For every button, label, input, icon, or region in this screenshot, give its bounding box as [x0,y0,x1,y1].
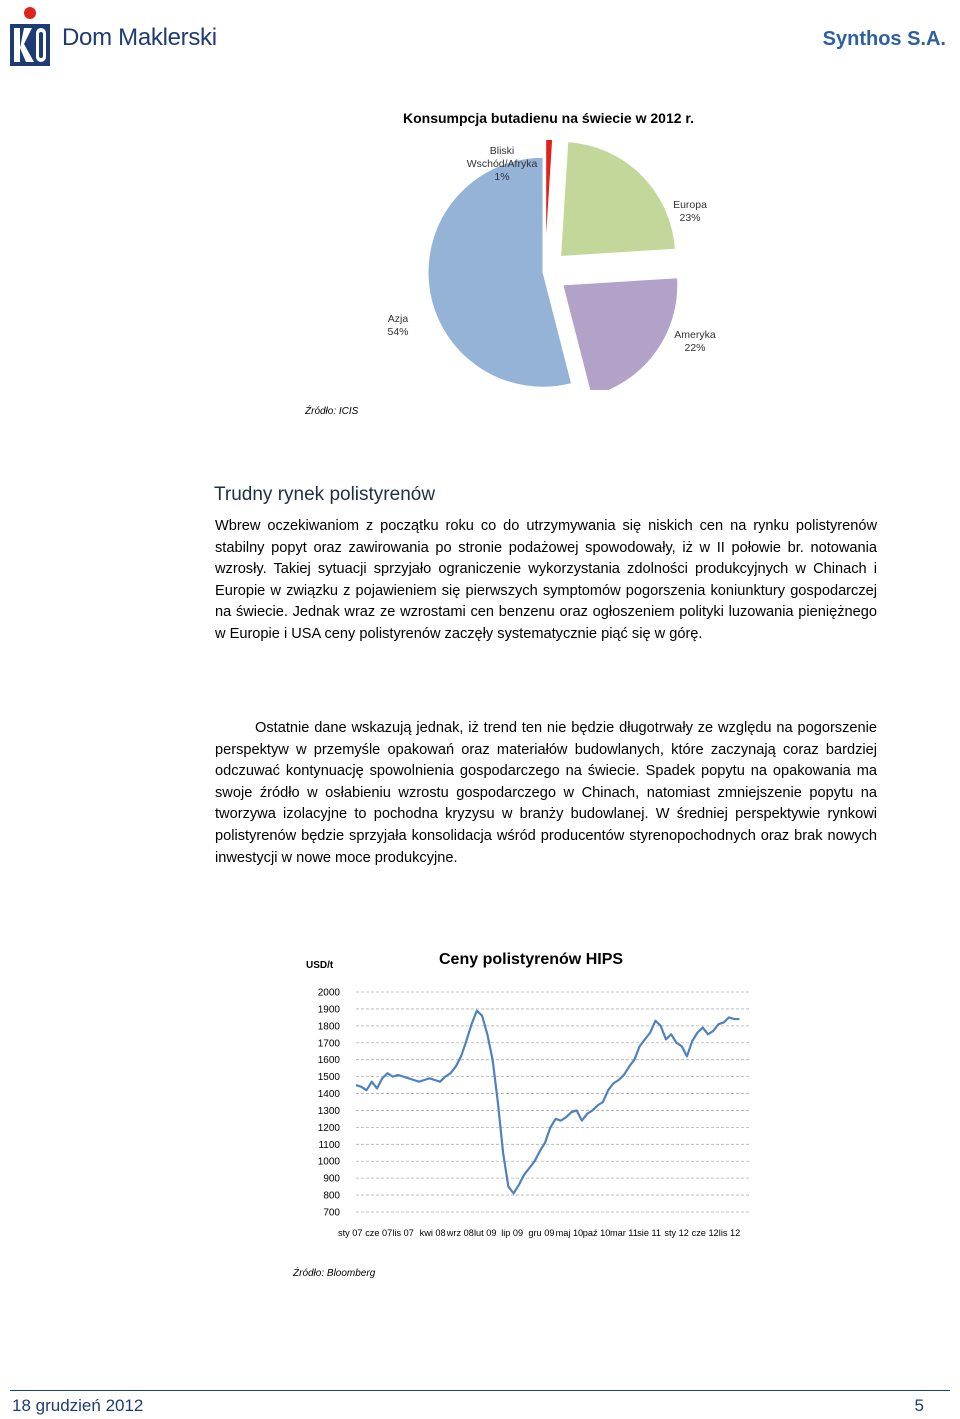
y-tick-label: 1500 [317,1072,340,1084]
y-tick-label: 1900 [317,1004,340,1016]
pie-slice [428,157,572,387]
pie-chart-title: Konsumpcja butadienu na świecie w 2012 r. [403,110,694,126]
paragraph-1: Wbrew oczekiwaniom z początku roku co do utrzymywania się niskich cen na rynku polistyrenów stabilny popyt oraz zawirowania po stronie podażowej spowodowały, iż w II połowie br. notowania wzrosły. Takiej sytuacji sprzyjało ograniczenie wykorzystania zdolności produkcyjnych w Chinach i Europie w związku z pojawieniem się pierwszych symptomów pogorszenia koniunktury gospodarczej na świecie. Jednak wraz ze wzrostami cen benzenu oraz ogłoszeniem polityki luzowania pieniężnego w Europie i USA ceny polistyrenów zaczęły systematycznie piąć się w górę. [215,518,877,642]
pie-slice-label: Bliski Wschód/Afryka 1% [466,145,538,183]
y-tick-label: 1100 [318,1139,340,1151]
pie-chart [300,140,780,390]
y-tick-label: 800 [323,1190,340,1202]
paragraph-2: Ostatnie dane wskazują jednak, iż trend ten nie będzie długotrwały ze względu na pogorszenie perspektyw w przemyśle opakowań oraz materiałów budowlanych, które zaczynają coraz bardziej odczuwać kontynuację spowolnienia gospodarczego na świecie. Spadek popytu na opakowania ma swoje źródło w osłabieniu wzrostu gospodarczego w Chinach, natomiast zmniejszenie popytu na tworzywa izolacyjne to pochodna kryzysu w branży budowlanej. W średniej perspektywie rynkowi polistyrenów będzie sprzyjała konsolidacja wśród producentów styrenopochodnych oraz brak nowych inwestycji w nowe moce produkcyjne. [215,720,877,866]
y-tick-label: 1700 [317,1038,340,1050]
y-tick-label: 1300 [317,1105,340,1117]
company-name: Synthos S.A. [822,28,946,50]
pie-slice [561,142,676,257]
pie-slice [546,140,553,250]
pko-logo-icon [6,6,54,68]
line-chart-source: Źródło: Bloomberg [293,1268,376,1279]
pie-slice-label: Ameryka 22% [674,329,716,354]
pie-slice-label: Europa 23% [673,199,707,224]
y-tick-label: 1600 [317,1055,340,1067]
footer-date: 18 grudzień 2012 [12,1396,144,1415]
x-tick-label: kwi 08 [419,1228,446,1238]
y-tick-label: 1200 [317,1122,340,1134]
y-tick-label: 1800 [317,1021,340,1033]
pie-slice [563,278,678,390]
x-tick-label: mar 11 [610,1228,638,1238]
price-series-line [356,1011,739,1194]
x-tick-label: lip 09 [501,1228,524,1238]
y-tick-label: 700 [323,1207,340,1219]
pie-source: Źródło: ICIS [305,406,359,417]
x-tick-label: cze 07 [365,1228,393,1238]
x-tick-label: lut 09 [474,1228,497,1238]
line-chart-title: Ceny polistyrenów HIPS [439,951,624,968]
y-tick-label: 2000 [317,987,340,999]
footer-divider [10,1390,950,1391]
line-chart [300,978,770,1248]
y-tick-label: 1000 [317,1156,340,1168]
y-tick-label: 900 [323,1173,340,1185]
line-chart-ylabel: USD/t [306,960,334,971]
x-tick-label: lis 07 [392,1228,414,1238]
page-number: 5 [914,1396,924,1415]
y-tick-label: 1400 [317,1089,340,1101]
brand-name: Dom Maklerski [62,24,217,51]
pie-slice-label: Azja 54% [387,313,409,338]
x-tick-label: sty 07 [338,1228,363,1238]
section-title: Trudny rynek polistyrenów [214,484,436,505]
x-tick-label: gru 09 [528,1228,555,1238]
x-tick-label: sie 11 [637,1228,662,1238]
x-tick-label: wrz 08 [446,1228,474,1238]
x-tick-label: sty 12 [664,1228,689,1238]
x-tick-label: lis 12 [718,1228,741,1238]
x-tick-label: cze 12 [691,1228,719,1238]
x-tick-label: paź 10 [582,1228,611,1238]
x-tick-label: maj 10 [555,1228,584,1238]
